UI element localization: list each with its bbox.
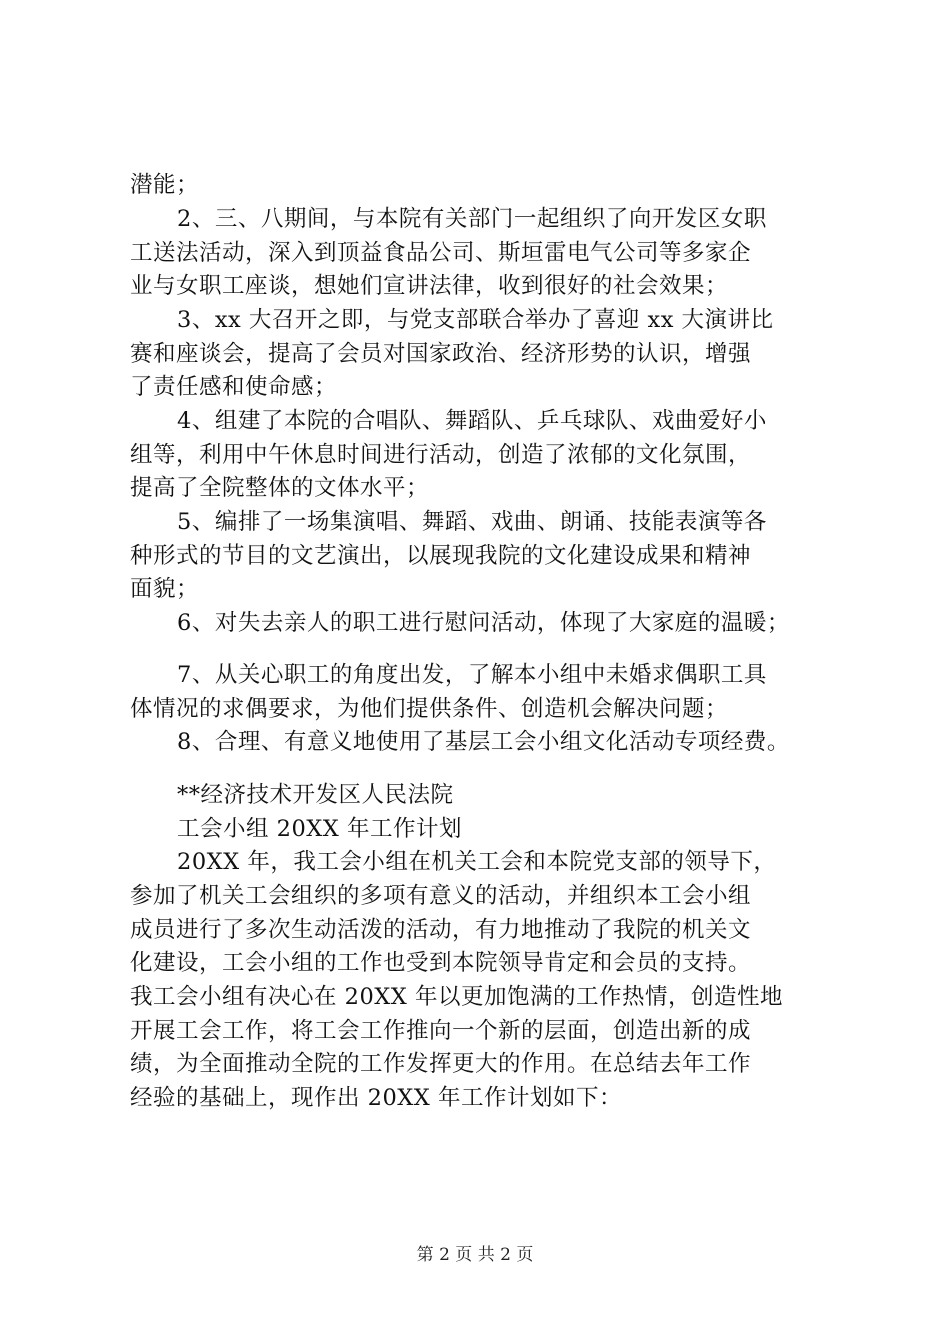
page-number-footer: 第 2 页 共 2 页 — [416, 1245, 534, 1265]
body-line: 开展工会工作，将工会工作推向一个新的层面，创造出新的成 — [130, 1018, 752, 1044]
body-line: 我工会小组有决心在 20XX 年以更加饱满的工作热情，创造性地 — [130, 984, 783, 1010]
body-line: 绩，为全面推动全院的工作发挥更大的作用。在总结去年工作 — [130, 1051, 752, 1077]
body-line: 参加了机关工会组织的多项有意义的活动，并组织本工会小组 — [130, 883, 752, 909]
body-line: 体情况的求偶要求，为他们提供条件、创造机会解决问题； — [130, 696, 729, 722]
body-line: 种形式的节目的文艺演出，以展现我院的文化建设成果和精神 — [130, 543, 752, 569]
body-line: 5、编排了一场集演唱、舞蹈、戏曲、朗诵、技能表演等各 — [177, 509, 767, 535]
body-line: 业与女职工座谈，想她们宣讲法律，收到很好的社会效果； — [130, 273, 729, 299]
body-line: 化建设，工会小组的工作也受到本院领导肯定和会员的支持。 — [130, 950, 752, 976]
body-line: 工送法活动，深入到顶益食品公司、斯垣雷电气公司等多家企 — [130, 240, 752, 266]
body-line: 经验的基础上，现作出 20XX 年工作计划如下： — [130, 1085, 622, 1111]
body-line: 6、对失去亲人的职工进行慰问活动，体现了大家庭的温暖； — [177, 610, 790, 636]
body-line: 赛和座谈会，提高了会员对国家政治、经济形势的认识，增强 — [130, 341, 752, 367]
body-line: 20XX 年，我工会小组在机关工会和本院党支部的领导下， — [177, 849, 777, 875]
body-line: 8、合理、有意义地使用了基层工会小组文化活动专项经费。 — [177, 729, 790, 755]
section-heading-court: **经济技术开发区人民法院 — [177, 782, 454, 808]
body-line: 2、三、八期间，与本院有关部门一起组织了向开发区女职 — [177, 206, 767, 232]
section-heading-plan: 工会小组 20XX 年工作计划 — [177, 816, 462, 842]
body-line: 提高了全院整体的文体水平； — [130, 475, 430, 501]
body-line: 潜能； — [130, 172, 200, 198]
body-line: 了责任感和使命感； — [130, 374, 338, 400]
body-line: 7、从关心职工的角度出发，了解本小组中未婚求偶职工具 — [177, 662, 767, 688]
body-line: 面貌； — [130, 576, 200, 602]
body-line: 4、组建了本院的合唱队、舞蹈队、乒乓球队、戏曲爱好小 — [177, 408, 767, 434]
body-line: 组等，利用中午休息时间进行活动，创造了浓郁的文化氛围， — [130, 442, 752, 468]
body-line: 3、xx 大召开之即，与党支部联合举办了喜迎 xx 大演讲比 — [177, 307, 774, 333]
body-line: 成员进行了多次生动活泼的活动，有力地推动了我院的机关文 — [130, 917, 752, 943]
